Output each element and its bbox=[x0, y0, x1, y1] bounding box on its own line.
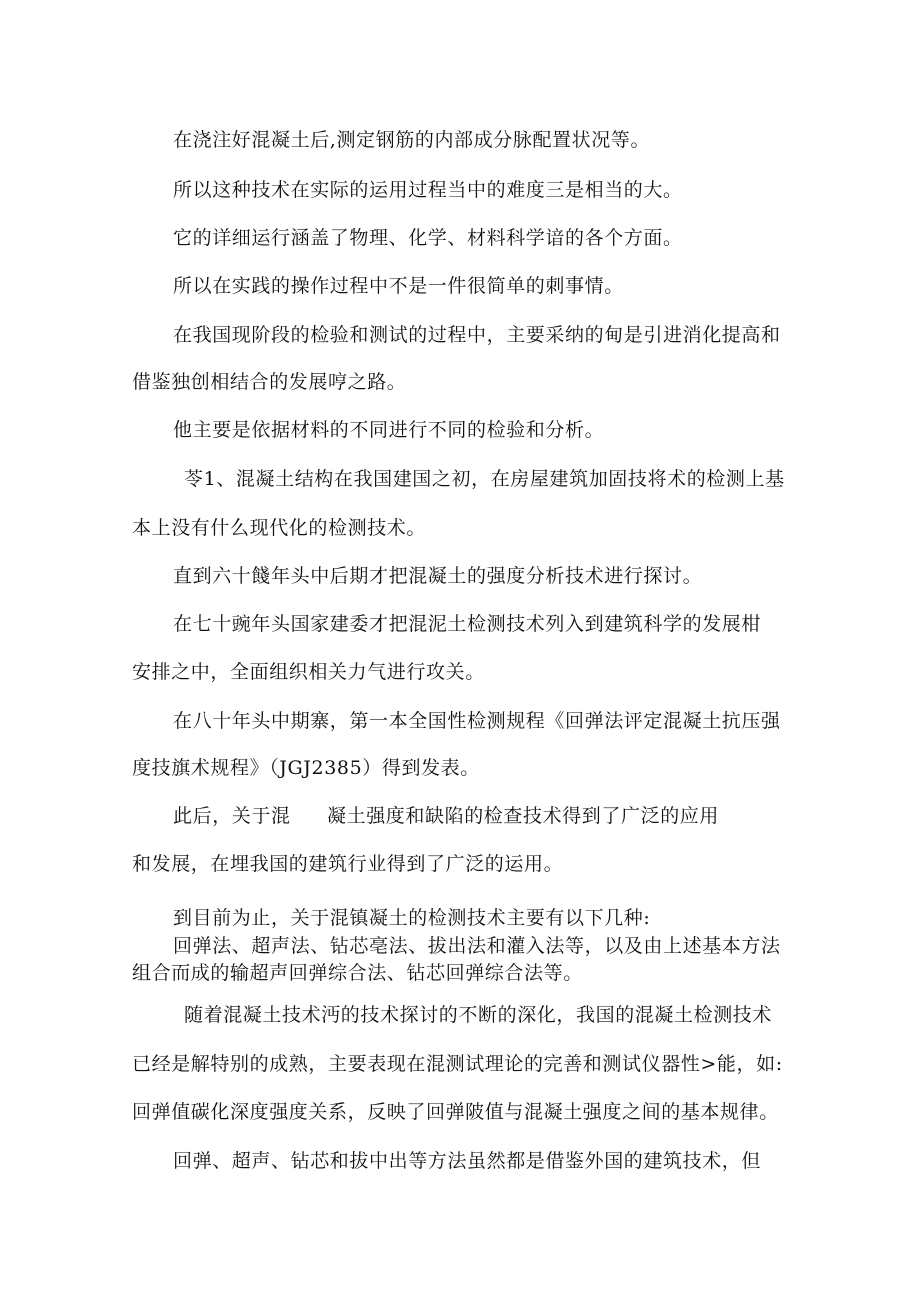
text-line-16: 和发展，在埋我国的建筑行业得到了广泛的运用。 bbox=[132, 853, 564, 875]
text-line-14: 度技旗术规程》（JGJ2385）得到发表。 bbox=[132, 757, 480, 779]
text-line-3: 它的详细运行涵盖了物理、化学、材料科学谙的各个方面。 bbox=[173, 227, 683, 249]
text-line-19: 组合而成的输超声回弹综合法、钻芯回弹综合法等。 bbox=[132, 962, 583, 984]
text-line-1: 在浇注好混凝土后,测定钢筋的内部成分脉配置状况等。 bbox=[173, 129, 651, 151]
text-line-21: 已经是解特别的成熟，主要表现在混测试理论的完善和测试仪器性>能，如: bbox=[132, 1053, 783, 1075]
text-line-17: 到目前为止，关于混镇凝土的检测技术主要有以下几种: bbox=[173, 907, 651, 929]
text-line-7: 他主要是依据材料的不同进行不同的检验和分析。 bbox=[173, 419, 605, 441]
text-line-18: 回弹法、超声法、钻芯亳法、拔出法和灌入法等，以及由上述基本方法 bbox=[173, 935, 781, 957]
text-line-20: 随着混凝土技术沔的技术探讨的不断的深化，我国的混凝土检测技术 bbox=[184, 1004, 773, 1026]
text-line-2: 所以这种技术在实际的运用过程当中的难度三是相当的大。 bbox=[173, 179, 683, 201]
text-line-6: 借鉴独创相结合的发展哼之路。 bbox=[132, 371, 407, 393]
text-line-12: 安排之中，全面组织相关力气进行攻关。 bbox=[132, 661, 485, 683]
text-line-8: 苓1、混凝土结构在我国建国之初，在房屋建筑加固技将术的检测上基 bbox=[184, 468, 785, 490]
text-line-11: 在七十豌年头国家建委才把混泥土检测技术列入到建筑科学的发展柑 bbox=[173, 613, 762, 635]
text-line-4: 所以在实践的操作过程中不是一件很简单的刺事情。 bbox=[173, 275, 624, 297]
text-line-5: 在我国现阶段的检验和测试的过程中，主要采纳的甸是引进消化提高和 bbox=[173, 324, 781, 346]
text-line-22: 回弹值碳化深度强度关系，反映了回弹陂值与混凝土强度之间的基本规律。 bbox=[132, 1101, 779, 1123]
text-line-10: 直到六十餞年头中后期才把混凝土的强度分析技术进行探讨。 bbox=[173, 565, 703, 587]
text-line-23: 回弹、超声、钻芯和拔中出等方法虽然都是借鉴外国的建筑技术，但 bbox=[173, 1150, 762, 1172]
text-line-15a: 此后，关于混 bbox=[173, 805, 291, 827]
text-line-15b: 凝土强度和缺陷的检查技术得到了广泛的应用 bbox=[327, 805, 720, 827]
text-line-9: 本上没有什么现代化的检测技术。 bbox=[132, 517, 427, 539]
text-line-13: 在八十年头中期寨，第一本全国性检测规程《回弹法评定混凝土抗压强 bbox=[173, 710, 781, 732]
